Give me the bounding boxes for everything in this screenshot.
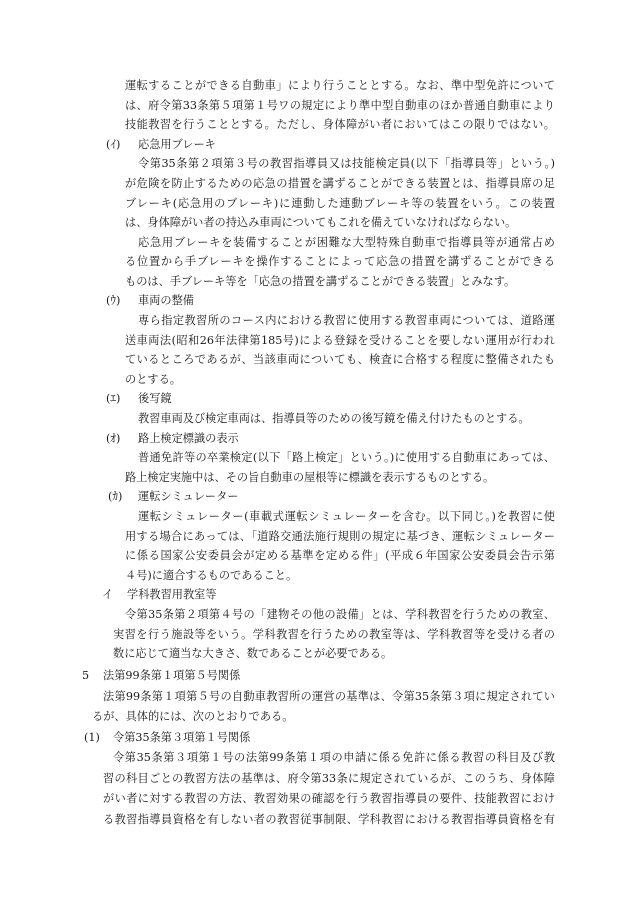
item-heading-rear-mirror: 後写鏡 — [138, 392, 172, 405]
paragraph-line: は、身体障がい者の持込み車両についてもこれを備えていなければならない。 — [125, 216, 517, 229]
item-marker-u: (ｳ) — [106, 294, 121, 307]
paragraph-line: る教習指導員資格を有しない者の教習従事制限、学科教習における教習指導員資格を有 — [103, 813, 555, 826]
paragraph-line: に係る国家公安委員会が定める基準を定める件」(平成６年国家公安委員会告示第 — [125, 549, 555, 562]
paragraph-line: 路上検定実施中は、その旨自動車の屋根等に標識を表示するものとする。 — [125, 471, 495, 484]
paragraph-line: 技能教習を行うこととする。ただし、身体障がい者においてはこの限りではない。 — [125, 118, 555, 131]
paragraph-line: 法第99条第１項第５号の自動車教習所の運営の基準は、令第35条第３項に規定されてい — [103, 690, 555, 703]
item-marker-o: (ｵ) — [106, 432, 121, 445]
item-heading-vehicle-maintenance: 車両の整備 — [138, 294, 194, 307]
item-marker-e: (ｴ) — [106, 392, 121, 405]
paragraph-line: ものは、手ブレーキ等を「応急の措置を講ずることができる装置」とみなす。 — [125, 275, 516, 288]
paragraph-line: 用する場合にあっては、「道路交通法施行規則の規定に基づき、運転シミュレーター — [125, 530, 555, 543]
paragraph-line: ブレーキ(応急用のブレーキ)に連動した連動ブレーキ等の装置をいう。この装置 — [125, 197, 555, 210]
paragraph-line: 運転することができる自動車」により行うこととする。なお、準中型免許について — [125, 79, 555, 92]
paragraph-line: 応急用ブレーキを装備することが困難な大型特殊自動車で指導員等が通常占め — [138, 236, 555, 249]
paragraph-line: 普通免許等の卒業検定(以下「路上検定」という。)に使用する自動車にあっては、 — [138, 451, 555, 464]
item-marker-i: (ｲ) — [106, 138, 121, 151]
paragraph-line: 運転シミュレーター(車載式運転シミュレーターを含む。以下同じ。)を教習に使 — [138, 510, 555, 523]
item-marker-ka: (ｶ) — [108, 490, 123, 503]
paragraph-line: 令第35条第２項第４号の「建物その他の設備」とは、学科教習を行うための教室、 — [125, 608, 555, 621]
paragraph-line: がい者に対する教習の方法、教習効果の確認を行う教習指導員の要件、技能教習におけ — [103, 792, 555, 805]
paragraph-line: 数に応じて適当な大きさ、数であることが必要である。 — [113, 647, 393, 660]
item-heading-road-test-sign: 路上検定標識の表示 — [138, 432, 239, 445]
paragraph-line: 実習を行う施設等をいう。学科教習を行うための教室等は、学科教習等を受ける者の — [113, 628, 555, 641]
paragraph-line: のとする。 — [125, 373, 181, 386]
paragraph-line: 令第35条第３項第１号の法第99条第１項の申請に係る免許に係る教習の科目及び教 — [113, 751, 555, 764]
paragraph-line: は、府令第33条第５項第１号ワの規定により準中型自動車のほか普通自動車により — [125, 99, 555, 112]
paragraph-line: ているところであるが、当該車両についても、検査に合格する程度に整備されたも — [125, 353, 555, 366]
paragraph-line: ４号)に適合するものであること。 — [125, 569, 298, 582]
paragraph-line: 専ら指定教習所のコース内における教習に使用する教習車両については、道路運 — [138, 314, 555, 327]
paragraph-line: 令第35条第２項第３号の教習指導員又は技能検定員(以下「指導員等」という。) — [138, 157, 555, 170]
item-heading-classroom: 学科教習用教室等 — [127, 588, 217, 601]
paragraph-line: 習の科目ごとの教習方法の基準は、府令第33条に規定されているが、このうち、身体障 — [103, 772, 555, 785]
paragraph-line: 送車両法(昭和26年法律第185号)による登録を受けることを要しない運用が行われ — [125, 334, 555, 347]
subsection-heading-1: 令第35条第３項第１号関係 — [113, 731, 251, 744]
paragraph-line: 教習車両及び検定車両は、指導員等のための後写鏡を備え付けたものとする。 — [138, 412, 530, 425]
paragraph-line: るが、具体的には、次のとおりである。 — [92, 710, 294, 723]
item-heading-driving-simulator: 運転シミュレーター — [138, 490, 239, 503]
section-number-5: 5 — [82, 669, 90, 682]
paragraph-line: る位置から手ブレーキを操作することによって応急の措置を講ずることができる — [125, 255, 555, 268]
paragraph-line: が危険を防止するための応急の措置を講ずることができる装置とは、指導員席の足 — [125, 177, 555, 190]
subsection-marker-1: (1) — [84, 731, 100, 744]
item-marker-item-i: イ — [102, 588, 114, 601]
item-heading-emergency-brake: 応急用ブレーキ — [138, 138, 216, 151]
section-heading-5: 法第99条第１項第５号関係 — [103, 669, 241, 682]
